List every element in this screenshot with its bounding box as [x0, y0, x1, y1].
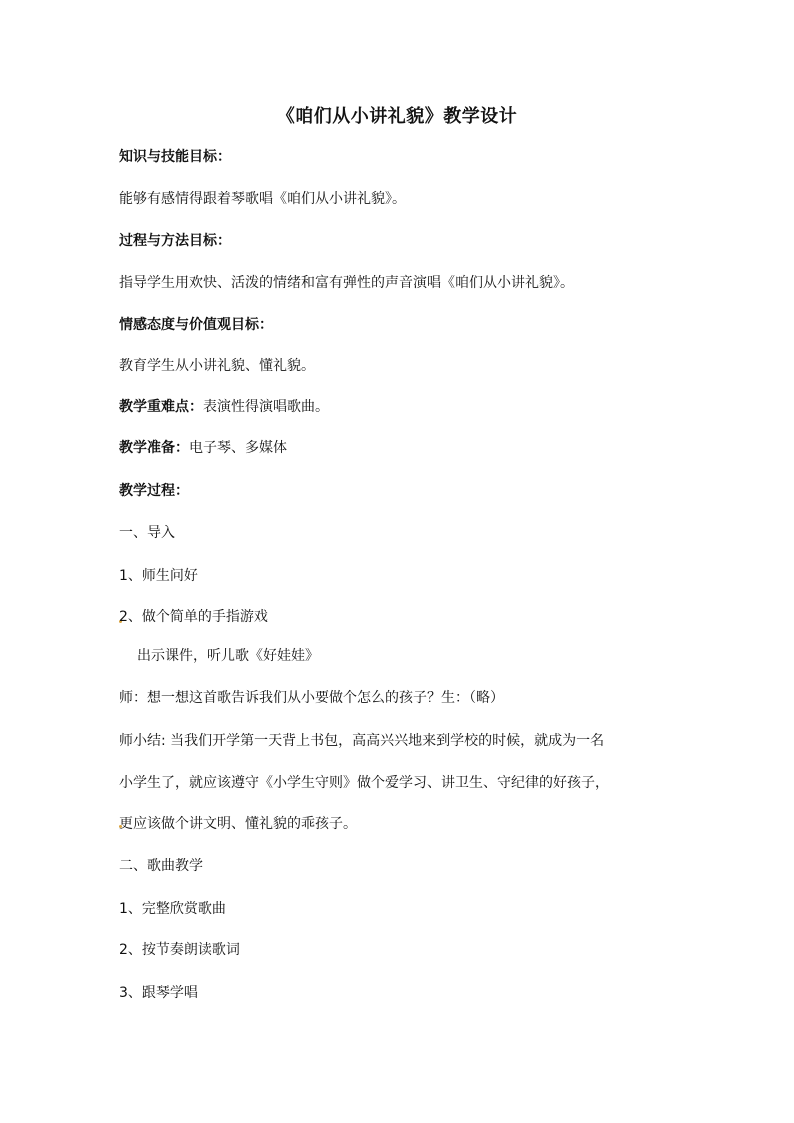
knowledge-text: 能够有感情得跟着琴歌唱《咱们从小讲礼貌》。 — [119, 191, 406, 207]
preparation-line — [119, 438, 287, 458]
section-two-heading: 二、歌曲教学 — [119, 858, 203, 874]
summary-line-3: 更应该做个讲文明、懂礼貌的乖孩子。 — [119, 816, 357, 832]
key-points-label: 教学重难点： — [119, 399, 203, 415]
item-2-2: 2、按节奏朗读歌词 — [119, 942, 240, 958]
process-text: 指导学生用欢快、活泼的情绪和富有弹性的声音演唱《咱们从小讲礼貌》。 — [119, 275, 574, 291]
item-1-2-detail: 出示课件，听儿歌《好娃娃》 — [137, 648, 319, 664]
item-1-2: 2、做个简单的手指游戏 — [119, 609, 268, 625]
item-2-1: 1、完整欣赏歌曲 — [119, 901, 226, 917]
teacher-question: 师：想一想这首歌告诉我们从小要做个怎么的孩子？生：（略） — [119, 690, 504, 706]
preparation-label: 教学准备： — [119, 440, 189, 456]
procedure-heading: 教学过程： — [119, 483, 189, 499]
knowledge-heading: 知识与技能目标： — [119, 149, 231, 165]
process-heading: 过程与方法目标： — [119, 233, 231, 249]
section-one-heading: 一、导入 — [119, 525, 175, 541]
item-1-1: 1、师生问好 — [119, 568, 198, 584]
preparation-text: 电子琴、多媒体 — [189, 440, 287, 456]
summary-line-2: 小学生了，就应该遵守《小学生守则》做个爱学习、讲卫生、守纪律的好孩子， — [119, 775, 609, 791]
emotion-text: 教育学生从小讲礼貌、懂礼貌。 — [119, 358, 315, 374]
summary-line-1: 师小结: 当我们开学第一天背上书包，高高兴兴地来到学校的时候，就成为一名 — [119, 733, 605, 749]
document-title: 《咱们从小讲礼貌》教学设计 — [276, 106, 518, 127]
item-2-3: 3、跟琴学唱 — [119, 985, 198, 1001]
key-points-text: 表演性得演唱歌曲。 — [203, 399, 329, 415]
key-points-line — [119, 397, 329, 417]
emotion-heading: 情感态度与价值观目标： — [119, 317, 273, 333]
